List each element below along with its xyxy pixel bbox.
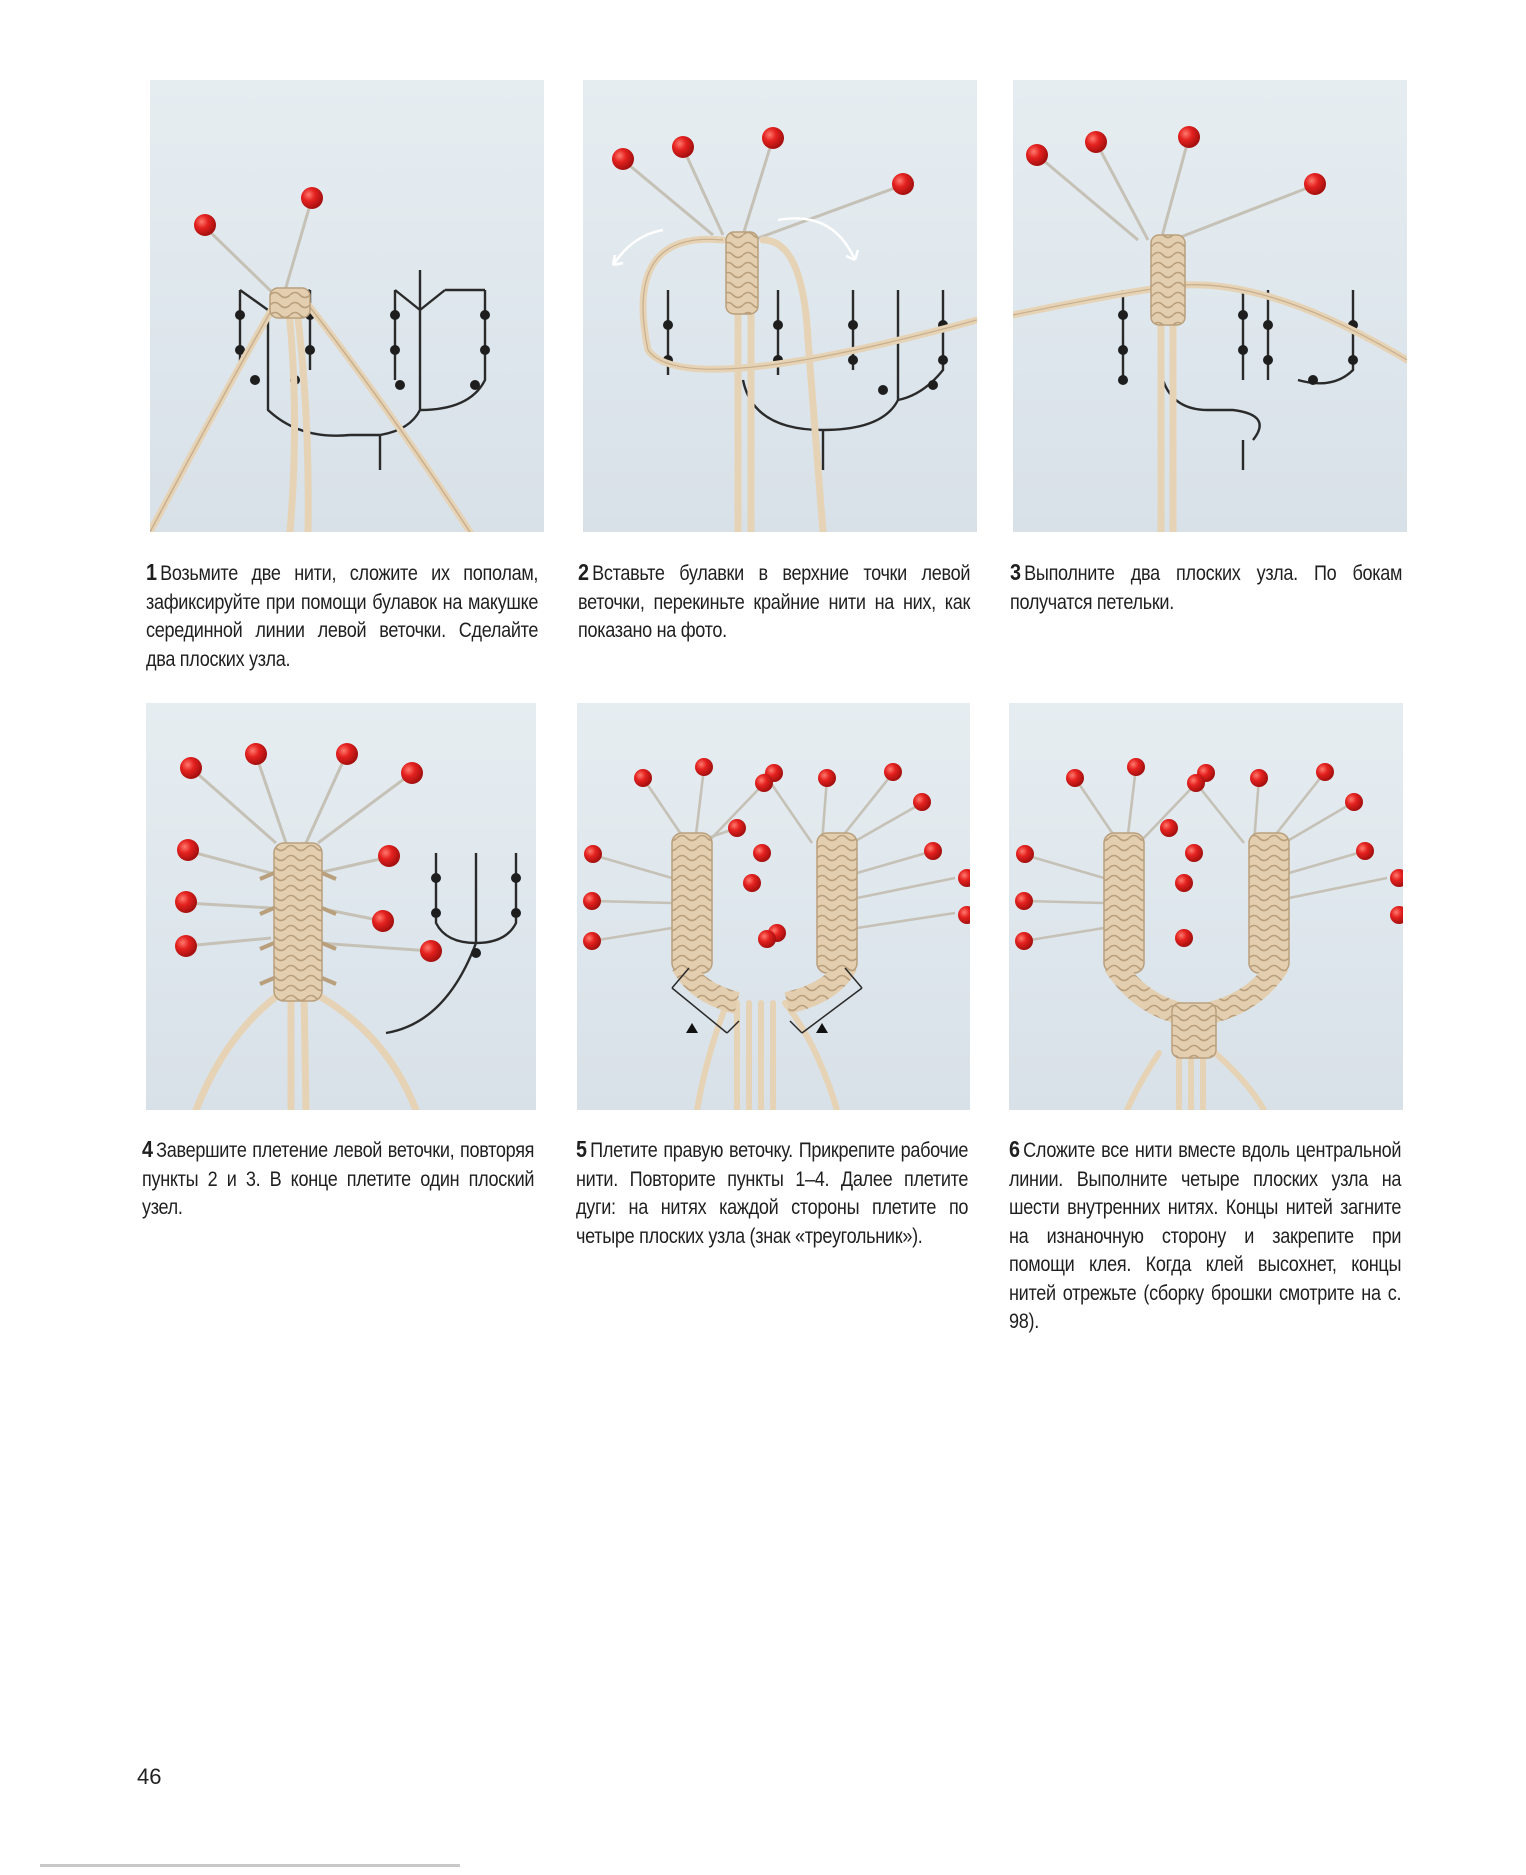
- step-3-photo: [1013, 80, 1407, 532]
- step-3-illustration: [1013, 80, 1407, 532]
- step-text: Вставьте булавки в верхние точки левой веточки, перекиньте крайние нити на них, как показано на фото.: [578, 562, 971, 642]
- step-4-photo: [146, 703, 536, 1110]
- step-4-caption: [142, 1135, 534, 1223]
- step-text: Возьмите две нити, сложите их пополам, зафиксируйте при помощи булавок на макушке серединной линии левой веточки. Сделайте два плоских узла.: [146, 562, 539, 671]
- step-number: 5: [576, 1136, 587, 1162]
- step-text: Сложите все нити вместе вдоль центральной линии. Выполните четыре плоских узла на шести внутренних нитях. Концы нитей загните на изнаночную сторону и закрепите при помощи клея. Когда клей высохнет, концы нитей отрежьте (сборку брошки смотрите на с. 98).: [1009, 1139, 1402, 1333]
- step-5-caption: [576, 1135, 968, 1251]
- page-number: 46: [137, 1764, 162, 1789]
- step-1-photo: [150, 80, 544, 532]
- step-number: 1: [146, 559, 157, 585]
- step-text: Плетите правую веточку. Прикрепите рабочие нити. Повторите пункты 1–4. Далее плетите дуги: на нитях каждой стороны плетите по четыре плоских узла (знак «треугольник»).: [576, 1139, 969, 1248]
- step-2-caption: [578, 558, 970, 646]
- step-6-photo: [1009, 703, 1403, 1110]
- bottom-rule: [40, 1864, 460, 1867]
- step-text: Выполните два плоских узла. По бокам получатся петельки.: [1010, 562, 1403, 614]
- step-text: Завершите плетение левой веточки, повторяя пункты 2 и 3. В конце плетите один плоский узел.: [142, 1139, 535, 1219]
- step-4-illustration: [146, 703, 536, 1110]
- step-1-illustration: [150, 80, 544, 532]
- step-number: 3: [1010, 559, 1021, 585]
- step-number: 4: [142, 1136, 153, 1162]
- step-5-photo: [577, 703, 970, 1110]
- step-number: 6: [1009, 1136, 1020, 1162]
- step-6-caption: [1009, 1135, 1401, 1337]
- step-3-caption: [1010, 558, 1402, 617]
- step-2-illustration: [583, 80, 977, 532]
- step-1-caption: [146, 558, 538, 674]
- step-5-illustration: [577, 703, 970, 1110]
- step-6-illustration: [1009, 703, 1403, 1110]
- step-2-photo: [583, 80, 977, 532]
- step-number: 2: [578, 559, 589, 585]
